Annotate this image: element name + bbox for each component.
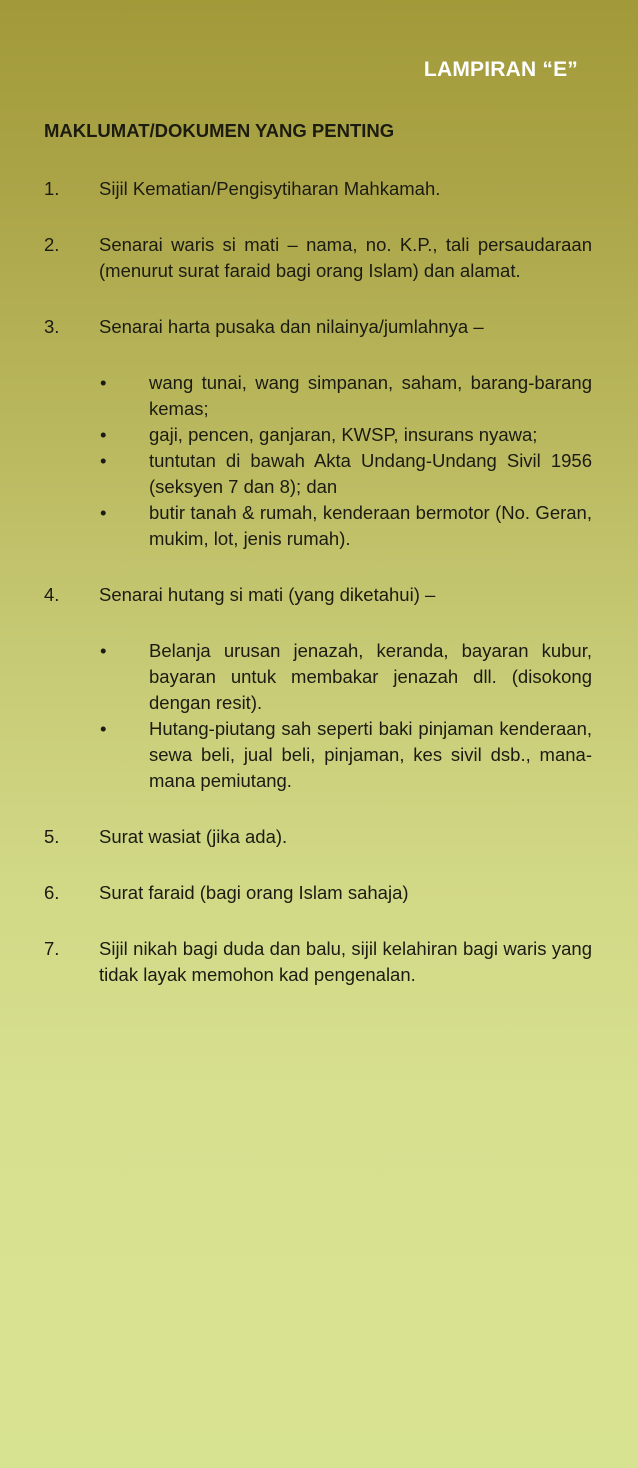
item-body: [99, 176, 592, 202]
list-item-4: [44, 582, 592, 794]
item-body: [99, 824, 592, 850]
sub-list: [99, 370, 592, 552]
bullet-icon: •: [100, 450, 107, 471]
item-text: Senarai hutang si mati (yang diketahui) –: [99, 584, 436, 605]
item-text: Senarai harta pusaka dan nilainya/jumlahnya –: [99, 316, 484, 337]
sub-list-item: [99, 716, 592, 794]
item-body: [99, 880, 592, 906]
item-number: 1.: [44, 178, 60, 199]
item-text: Surat wasiat (jika ada).: [99, 826, 288, 847]
item-number: 4.: [44, 584, 60, 605]
list-item-6: [44, 880, 592, 906]
sub-list-item: [99, 500, 592, 552]
list-item-7: [44, 936, 592, 988]
item-text: Sijil nikah bagi duda dan balu, sijil kelahiran bagi waris yang tidak layak memohon kad pengenalan.: [99, 938, 592, 985]
item-number: 3.: [44, 316, 60, 337]
page-title: MAKLUMAT/DOKUMEN YANG PENTING: [44, 120, 395, 141]
item-text: Sijil Kematian/Pengisytiharan Mahkamah.: [99, 178, 441, 199]
item-number: 5.: [44, 826, 60, 847]
item-text: Surat faraid (bagi orang Islam sahaja): [99, 882, 409, 903]
bullet-icon: •: [100, 502, 107, 523]
sub-list-item: [99, 422, 592, 448]
list-item-5: [44, 824, 592, 850]
appendix-label: LAMPIRAN “E”: [423, 58, 578, 81]
item-text: Senarai waris si mati – nama, no. K.P., tali persaudaraan (menurut surat faraid bagi orang Islam) dan alamat.: [99, 234, 592, 281]
bullet-icon: •: [100, 718, 107, 739]
bullet-icon: •: [100, 424, 107, 445]
document-list: [44, 176, 592, 1018]
sub-item-text: Hutang-piutang sah seperti baki pinjaman kenderaan, sewa beli, jual beli, pinjaman, kes sivil dsb., mana-mana pemiutang.: [149, 718, 592, 791]
item-number: 2.: [44, 234, 60, 255]
item-body: [99, 314, 592, 552]
sub-list-item: [99, 370, 592, 422]
item-number: 6.: [44, 882, 60, 903]
list-item-3: [44, 314, 592, 552]
sub-item-text: tuntutan di bawah Akta Undang-Undang Sivil 1956 (seksyen 7 dan 8); dan: [149, 450, 592, 497]
item-body: [99, 936, 592, 988]
sub-item-text: gaji, pencen, ganjaran, KWSP, insurans nyawa;: [149, 424, 538, 445]
sub-list-item: [99, 448, 592, 500]
sub-item-text: butir tanah & rumah, kenderaan bermotor (No. Geran, mukim, lot, jenis rumah).: [149, 502, 592, 549]
sub-item-text: wang tunai, wang simpanan, saham, barang-barang kemas;: [149, 372, 592, 419]
bullet-icon: •: [100, 640, 107, 661]
item-body: [99, 582, 592, 794]
item-body: [99, 232, 592, 284]
sub-item-text: Belanja urusan jenazah, keranda, bayaran kubur, bayaran untuk membakar jenazah dll. (disokong dengan resit).: [149, 640, 592, 713]
list-item-2: [44, 232, 592, 284]
sub-list: [99, 638, 592, 794]
bullet-icon: •: [100, 372, 107, 393]
sub-list-item: [99, 638, 592, 716]
item-number: 7.: [44, 938, 60, 959]
list-item-1: [44, 176, 592, 202]
